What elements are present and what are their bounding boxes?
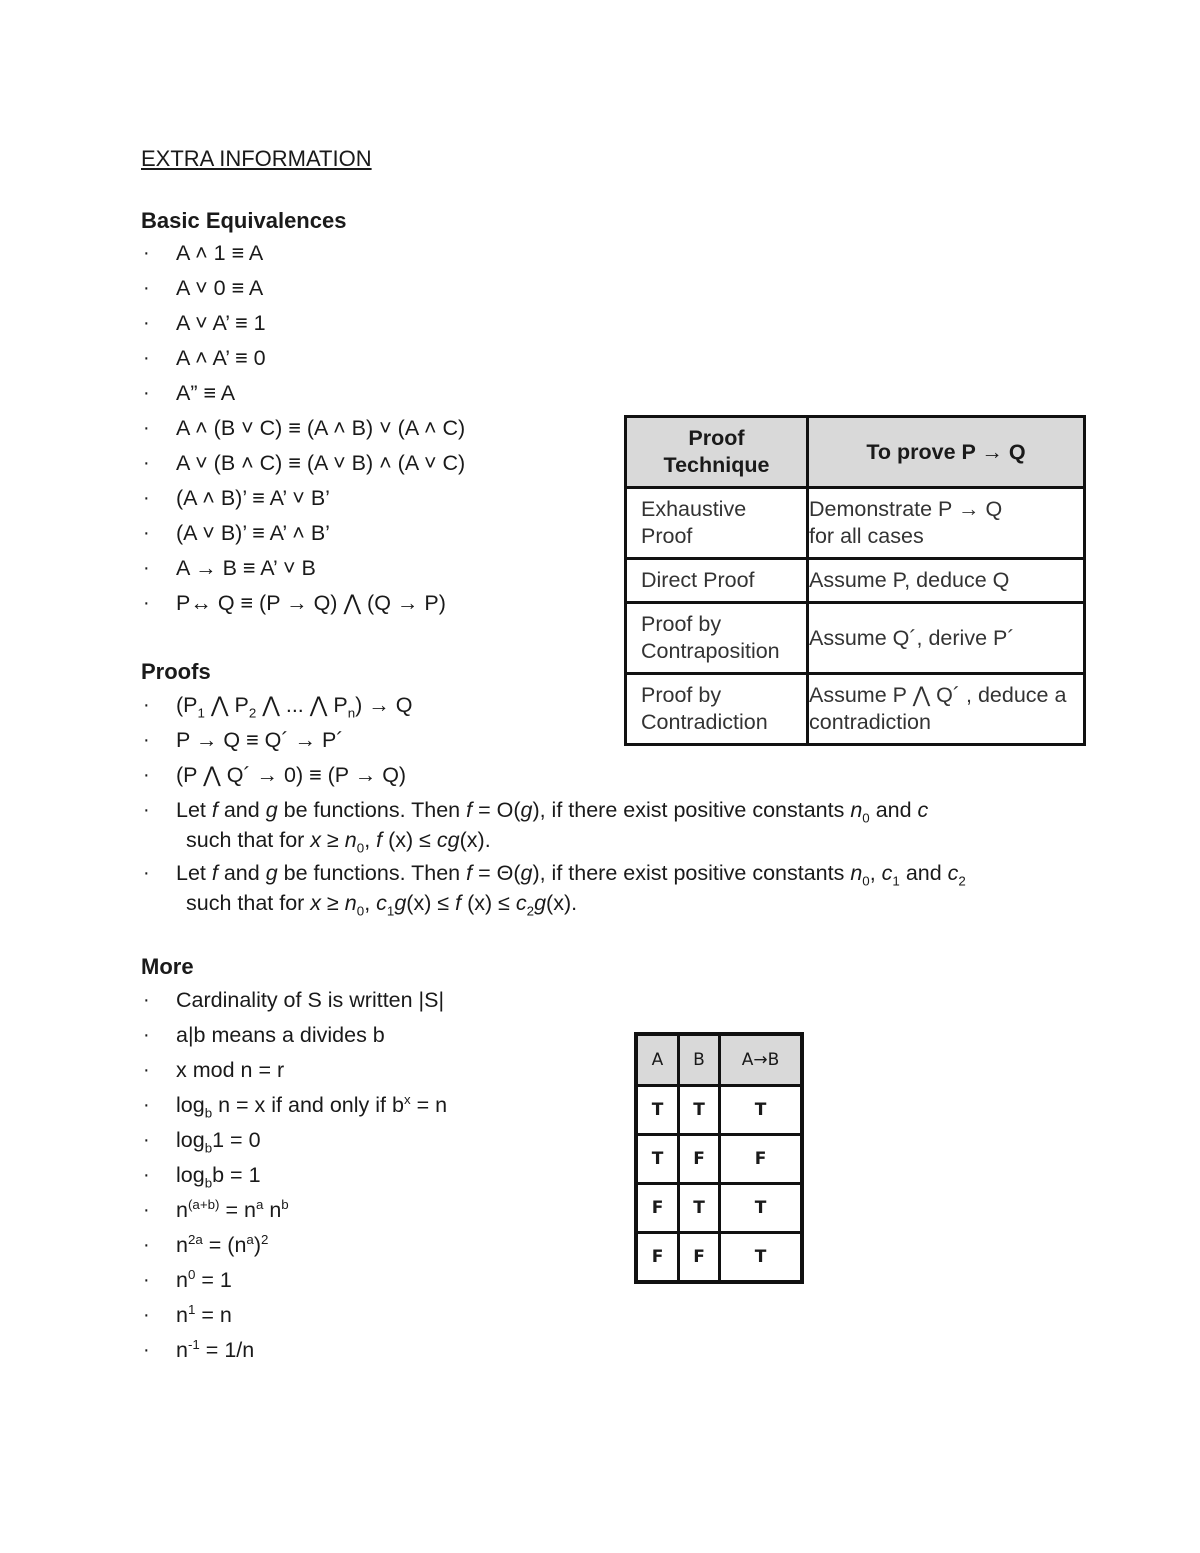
- table-cell: T: [720, 1184, 803, 1233]
- list-item: · $\log_b1 = 0$: [141, 1123, 447, 1158]
- basic-equivalences-list: [141, 236, 465, 621]
- more-list: [141, 983, 447, 1368]
- table-row: [626, 603, 1085, 674]
- table-cell: F: [720, 1135, 803, 1184]
- table-cell: F: [679, 1135, 720, 1184]
- table-cell: Assume P, deduce Q: [808, 559, 1085, 603]
- list-item: · (A ˅ B)’ ≡ A’ ˄ B’: [141, 516, 465, 551]
- table-header: Proof Technique: [626, 417, 808, 488]
- table-row: [636, 1184, 802, 1233]
- list-item: · A ˄ A’ ≡ 0: [141, 341, 465, 376]
- table-header-row: [636, 1034, 802, 1086]
- list-item: · x mod n = r: [141, 1053, 447, 1088]
- table-cell: T: [679, 1184, 720, 1233]
- list-item: · A ˅ 0 ≡ A: [141, 271, 465, 306]
- table-header: To prove P → Q: [808, 417, 1085, 488]
- table-header: A→B: [720, 1034, 803, 1086]
- list-item: · P↔ Q ≡ (P → Q) ⋀ (Q → P): [141, 586, 465, 621]
- table-header: B: [679, 1034, 720, 1086]
- table-cell: T: [636, 1086, 679, 1135]
- table-cell: Demonstrate P → Q for all cases: [808, 488, 1085, 559]
- table-cell: T: [679, 1086, 720, 1135]
- list-item: · $n^0 = 1$: [141, 1263, 447, 1298]
- table-cell: Direct Proof: [626, 559, 808, 603]
- basic-equivalences-heading: Basic Equivalences: [141, 208, 347, 233]
- table-cell: Assume P ⋀ Q´ , deduce a contradiction: [808, 674, 1085, 745]
- big-o-definition: · Let f and g be functions. Then f = O(g), if there exist positive constants $n_0$ and c such that for $x \ge n_0$, f (x) ≤ cg(x).: [141, 795, 1076, 855]
- list-item: · $\log_bb = 1$: [141, 1158, 447, 1193]
- list-item: · (P ⋀ Q´ → 0) ≡ (P → Q): [141, 758, 1076, 793]
- page-title: EXTRA INFORMATION: [141, 146, 372, 171]
- table-cell: Proof by Contradiction: [626, 674, 808, 745]
- table-cell: T: [720, 1086, 803, 1135]
- table-row: [626, 559, 1085, 603]
- table-cell: Exhaustive Proof: [626, 488, 808, 559]
- table-cell: Proof by Contraposition: [626, 603, 808, 674]
- list-item: · Cardinality of S is written |S|: [141, 983, 447, 1018]
- more-heading: More: [141, 954, 194, 979]
- table-cell: F: [679, 1233, 720, 1283]
- list-item: · $n^{(a+b)} = n^a$ $n^b$: [141, 1193, 447, 1228]
- list-item: · (A ˄ B)’ ≡ A’ ˅ B’: [141, 481, 465, 516]
- proof-technique-table: [624, 415, 1086, 746]
- proofs-heading: Proofs: [141, 659, 211, 684]
- list-item: · a|b means a divides b: [141, 1018, 447, 1053]
- table-row: [626, 674, 1085, 745]
- list-item: · A” ≡ A: [141, 376, 465, 411]
- big-theta-definition: · Let f and g be functions. Then f = Θ(g), if there exist positive constants $n_0$, $c_1$ and $c_2$ such that for $x \ge n_0$, $c_1g(x) \le f$ $(x) \le c_2g(x)$.: [141, 858, 1076, 918]
- list-item: · $n^{-1} = 1/n$: [141, 1333, 447, 1368]
- list-item: · $\log_b n = x$ if and only if $b^x = n$: [141, 1088, 447, 1123]
- list-item: · A ˄ (B ˅ C) ≡ (A ˄ B) ˅ (A ˄ C): [141, 411, 465, 446]
- list-item: · P → Q ≡ Q´ → P´: [141, 723, 1076, 758]
- list-item: · A ˄ 1 ≡ A: [141, 236, 465, 271]
- table-header: A: [636, 1034, 679, 1086]
- list-item: · A ˅ (B ˄ C) ≡ (A ˅ B) ˄ (A ˅ C): [141, 446, 465, 481]
- table-row: [636, 1135, 802, 1184]
- table-cell: F: [636, 1184, 679, 1233]
- table-row: [636, 1086, 802, 1135]
- table-cell: Assume Q´, derive P´: [808, 603, 1085, 674]
- list-item: · A → B ≡ A’ ˅ B: [141, 551, 465, 586]
- list-item: · ($P_1$ ⋀ $P_2$ ⋀ ... ⋀ $P_n) \to Q$: [141, 688, 1076, 723]
- table-cell: T: [720, 1233, 803, 1283]
- list-item: · A ˅ A’ ≡ 1: [141, 306, 465, 341]
- table-cell: T: [636, 1135, 679, 1184]
- list-item: · $n^1 = n$: [141, 1298, 447, 1333]
- list-item: · $n^{2a} = (n^a)^2$: [141, 1228, 447, 1263]
- table-cell: F: [636, 1233, 679, 1283]
- table-row: [636, 1233, 802, 1283]
- truth-table: [634, 1032, 804, 1284]
- table-row: [626, 488, 1085, 559]
